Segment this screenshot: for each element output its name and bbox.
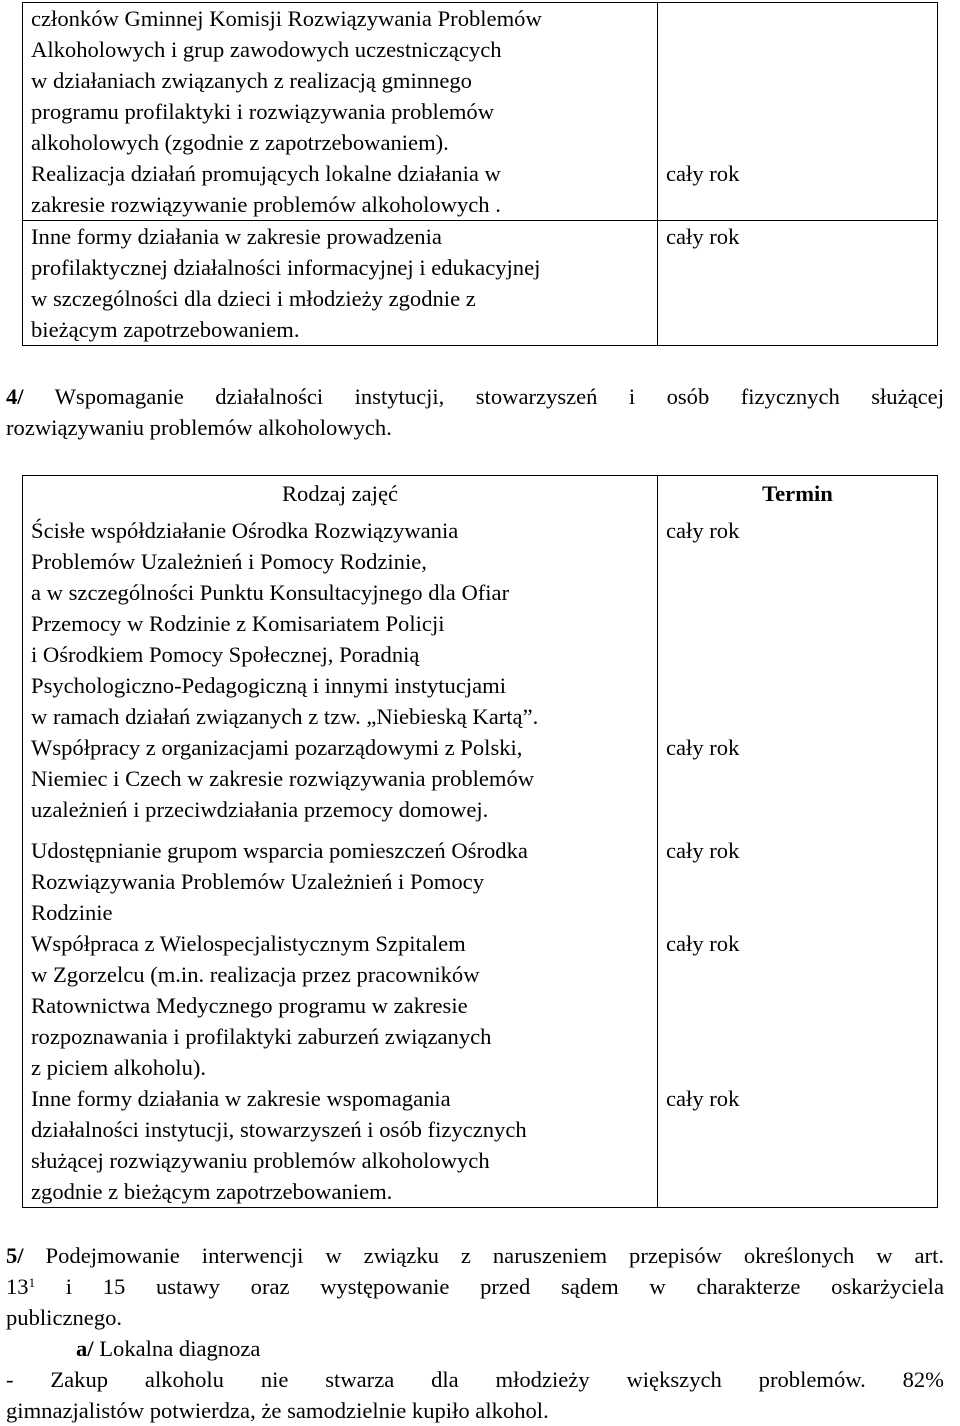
term-text: cały rok <box>666 161 740 186</box>
section-5-line3 <box>6 1302 944 1333</box>
table-header-row <box>23 476 938 516</box>
term-cell <box>658 221 938 346</box>
activity-text: Współpracy z organizacjami pozarządowymi z Polski, Niemiec i Czech w zakresie rozwiązywania problemów uzależnień i przeciwdziałania przemocy domowej. <box>31 735 535 822</box>
activity-cell <box>23 515 658 732</box>
article-superscript: 1 <box>28 1275 36 1290</box>
activity-text: Inne formy działania w zakresie prowadzenia profilaktycznej działalności informacyjnej i edukacyjnej w szczególności dla dzieci i młodzieży zgodnie z bieżącym zapotrzebowaniem. <box>31 224 541 342</box>
table-row <box>23 221 938 346</box>
term-text: cały rok <box>666 838 740 863</box>
table-row <box>23 732 938 835</box>
bullet-text: - Zakup alkoholu nie stwarza dla młodzieży większych problemów. 82% <box>6 1367 944 1392</box>
term-cell <box>658 835 938 928</box>
term-text: cały rok <box>666 1086 740 1111</box>
support-activities-table <box>22 475 938 1208</box>
bullet-line <box>6 1364 944 1395</box>
section-number: 4/ <box>6 384 24 409</box>
subsection-a-heading <box>76 1333 676 1364</box>
activity-text: członków Gminnej Komisji Rozwiązywania Problemów Alkoholowych i grup zawodowych uczestniczących w działaniach związanych z realizacją gminnego programu profilaktyki i rozwiązywania problemów alkoholowych (zgodnie z zapotrzebowaniem). <box>31 6 542 155</box>
term-text: cały rok <box>666 224 740 249</box>
table-row <box>23 3 938 221</box>
table-row <box>23 515 938 732</box>
activity-cell <box>23 221 658 346</box>
term-text: cały rok <box>666 518 740 543</box>
activity-cell <box>23 1083 658 1208</box>
table-row <box>23 835 938 928</box>
section-5-line2 <box>6 1271 944 1302</box>
header-text: Rodzaj zajęć <box>281 481 399 506</box>
subsection-title: Lokalna diagnoza <box>99 1336 261 1361</box>
activities-table-continued <box>22 2 938 346</box>
header-text: Termin <box>762 481 833 506</box>
activity-text: Udostępnianie grupom wsparcia pomieszczeń Ośrodka Rozwiązywania Problemów Uzależnień i Pomocy Rodzinie <box>31 838 528 925</box>
column-header-activity <box>23 476 658 516</box>
term-cell <box>658 928 938 1083</box>
activity-cell <box>23 835 658 928</box>
section-title-cont: rozwiązywaniu problemów alkoholowych. <box>6 415 392 440</box>
column-header-term <box>658 476 938 516</box>
subsection-label: a/ <box>76 1336 94 1361</box>
section-4-heading <box>6 381 944 412</box>
spacer <box>666 3 929 158</box>
activity-text: Współpraca z Wielospecjalistycznym Szpitalem w Zgorzelcu (m.in. realizacja przez pracowników Ratownictwa Medycznego programu w zakresie rozpoznawania i profilaktyki zaburzeń związanych z piciem alkoholu). <box>31 931 492 1080</box>
term-cell <box>658 732 938 835</box>
activity-cell <box>23 928 658 1083</box>
activity-text: Inne formy działania w zakresie wspomagania działalności instytucji, stowarzyszeń i osób fizycznych służącej rozwiązywaniu problemów alkoholowych zgodnie z bieżącym zapotrzebowaniem. <box>31 1086 527 1204</box>
section-text: i 15 ustawy oraz występowanie przed sądem w charakterze oskarżyciela <box>35 1274 944 1299</box>
activity-cell <box>23 3 658 221</box>
article-number: 13 <box>6 1274 29 1299</box>
table-row <box>23 1083 938 1208</box>
section-title: Wspomaganie działalności instytucji, stowarzyszeń i osób fizycznych służącej <box>54 384 944 409</box>
activity-cell <box>23 732 658 835</box>
activity-text: Realizacja działań promujących lokalne działania w zakresie rozwiązywanie problemów alkoholowych . <box>31 161 501 217</box>
term-text: cały rok <box>666 735 740 760</box>
bullet-line-cont <box>6 1395 944 1426</box>
table-row <box>23 928 938 1083</box>
section-text: Podejmowanie interwencji w związku z naruszeniem przepisów określonych w art. <box>45 1243 944 1268</box>
term-cell <box>658 3 938 221</box>
term-text: cały rok <box>666 931 740 956</box>
term-cell <box>658 515 938 732</box>
bullet-text: gimnazjalistów potwierdza, że samodzielnie kupiło alkohol. <box>6 1398 549 1423</box>
term-cell <box>658 1083 938 1208</box>
activity-text: Ścisłe współdziałanie Ośrodka Rozwiązywania Problemów Uzależnień i Pomocy Rodzinie, a w szczególności Punktu Konsultacyjnego dla Ofiar Przemocy w Rodzinie z Komisariatem Policji i Ośrodkiem Pomocy Społecznej, Poradnią Psychologiczno-Pedagogiczną i innymi instytucjami w ramach działań związanych z tzw. „Niebieską Kartą”. <box>31 518 539 729</box>
section-5-heading <box>6 1240 944 1271</box>
section-number: 5/ <box>6 1243 24 1268</box>
section-4-heading-cont <box>6 412 944 443</box>
section-text: publicznego. <box>6 1305 123 1330</box>
